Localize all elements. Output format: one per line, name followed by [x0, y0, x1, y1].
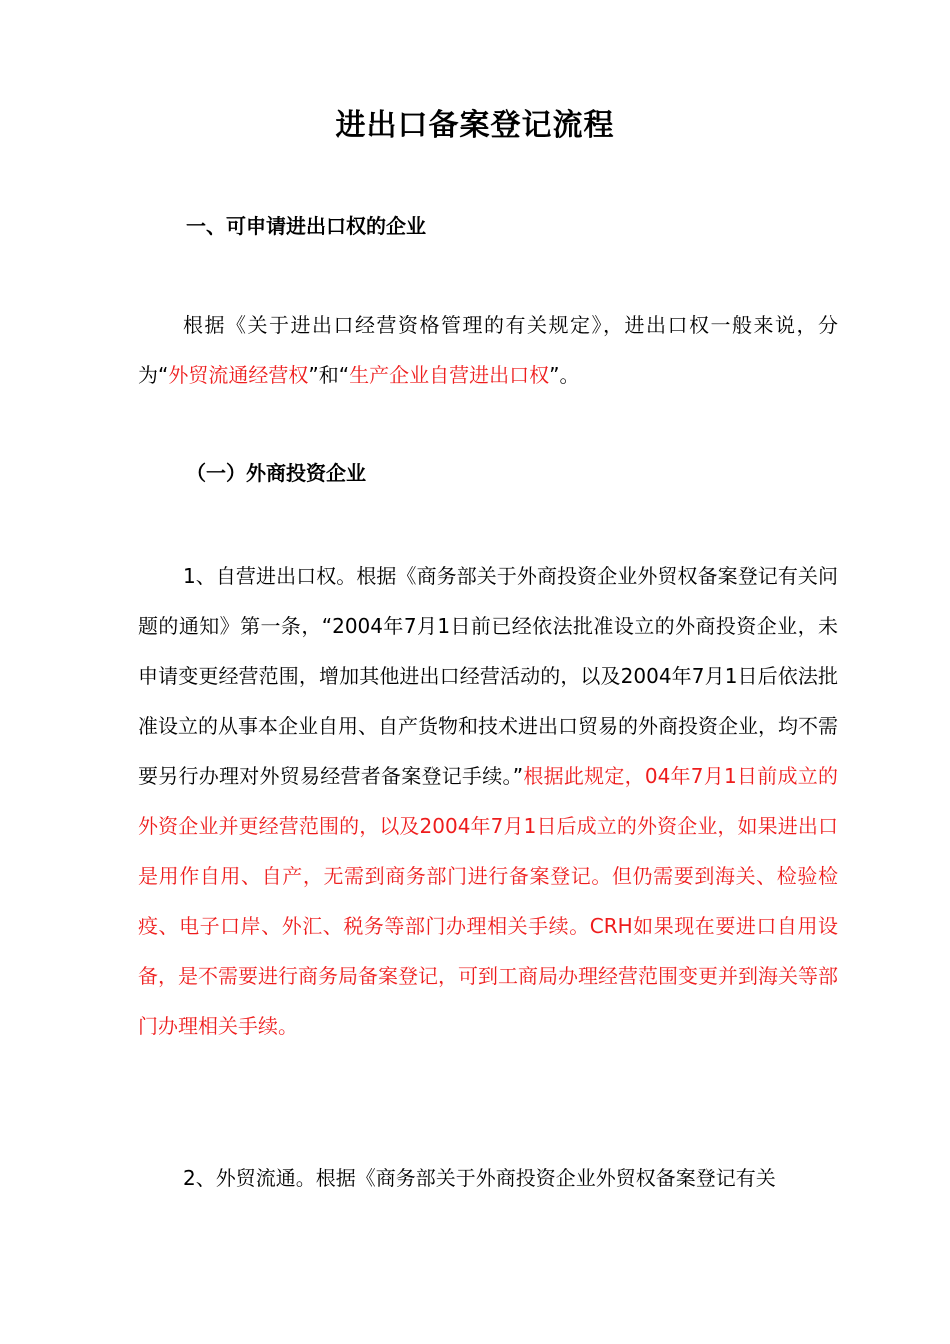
paragraph-text: ”。 — [549, 363, 580, 387]
paragraph-foreign-trade — [138, 1153, 838, 1203]
page-title: 进出口备案登记流程 — [335, 108, 615, 143]
paragraph-text: ”和“ — [308, 363, 350, 387]
highlight-foreign-trade-right: 外贸流通经营权 — [168, 363, 309, 387]
subsection-heading-1: （一）外商投资企业 — [186, 461, 366, 485]
paragraph-text: 2、外贸流通。根据《商务部关于外商投资企业外贸权备案登记有关 — [183, 1166, 776, 1190]
paragraph-intro — [138, 300, 838, 400]
paragraph-self-operated — [138, 551, 838, 1051]
highlight-regulation-note: 根据此规定，04年7月1日前成立的外资企业并更经营范围的，以及2004年7月1日后成立的外资企业，如果进出口是用作自用、自产，无需到商务部门进行备案登记。但仍需要到海关、检验检疫、电子口岸、外汇、税务等部门办理相关手续。CRH如果现在要进口自用设备，是不需要进行商务局备案登记，可到工商局办理经营范围变更并到海关等部门办理相关手续。 — [138, 764, 838, 1038]
paragraph-text: 根据《关于进出口经营资格管理的有关规定》，进出口权一般来说，分为“ — [138, 313, 838, 387]
highlight-production-right: 生产企业自营进出口权 — [349, 363, 550, 387]
paragraph-text: 1、自营进出口权。根据《商务部关于外商投资企业外贸权备案登记有关问题的通知》第一条，“2004年7月1日前已经依法批准设立的外商投资企业，未申请变更经营范围，增加其他进出口经营活动的，以及2004年7月1日后依法批准设立的从事本企业自用、自产货物和技术进出口贸易的外商投资企业，均不需要另行办理对外贸易经营者备案登记手续。” — [138, 564, 838, 788]
section-heading-1: 一、可申请进出口权的企业 — [186, 214, 426, 238]
